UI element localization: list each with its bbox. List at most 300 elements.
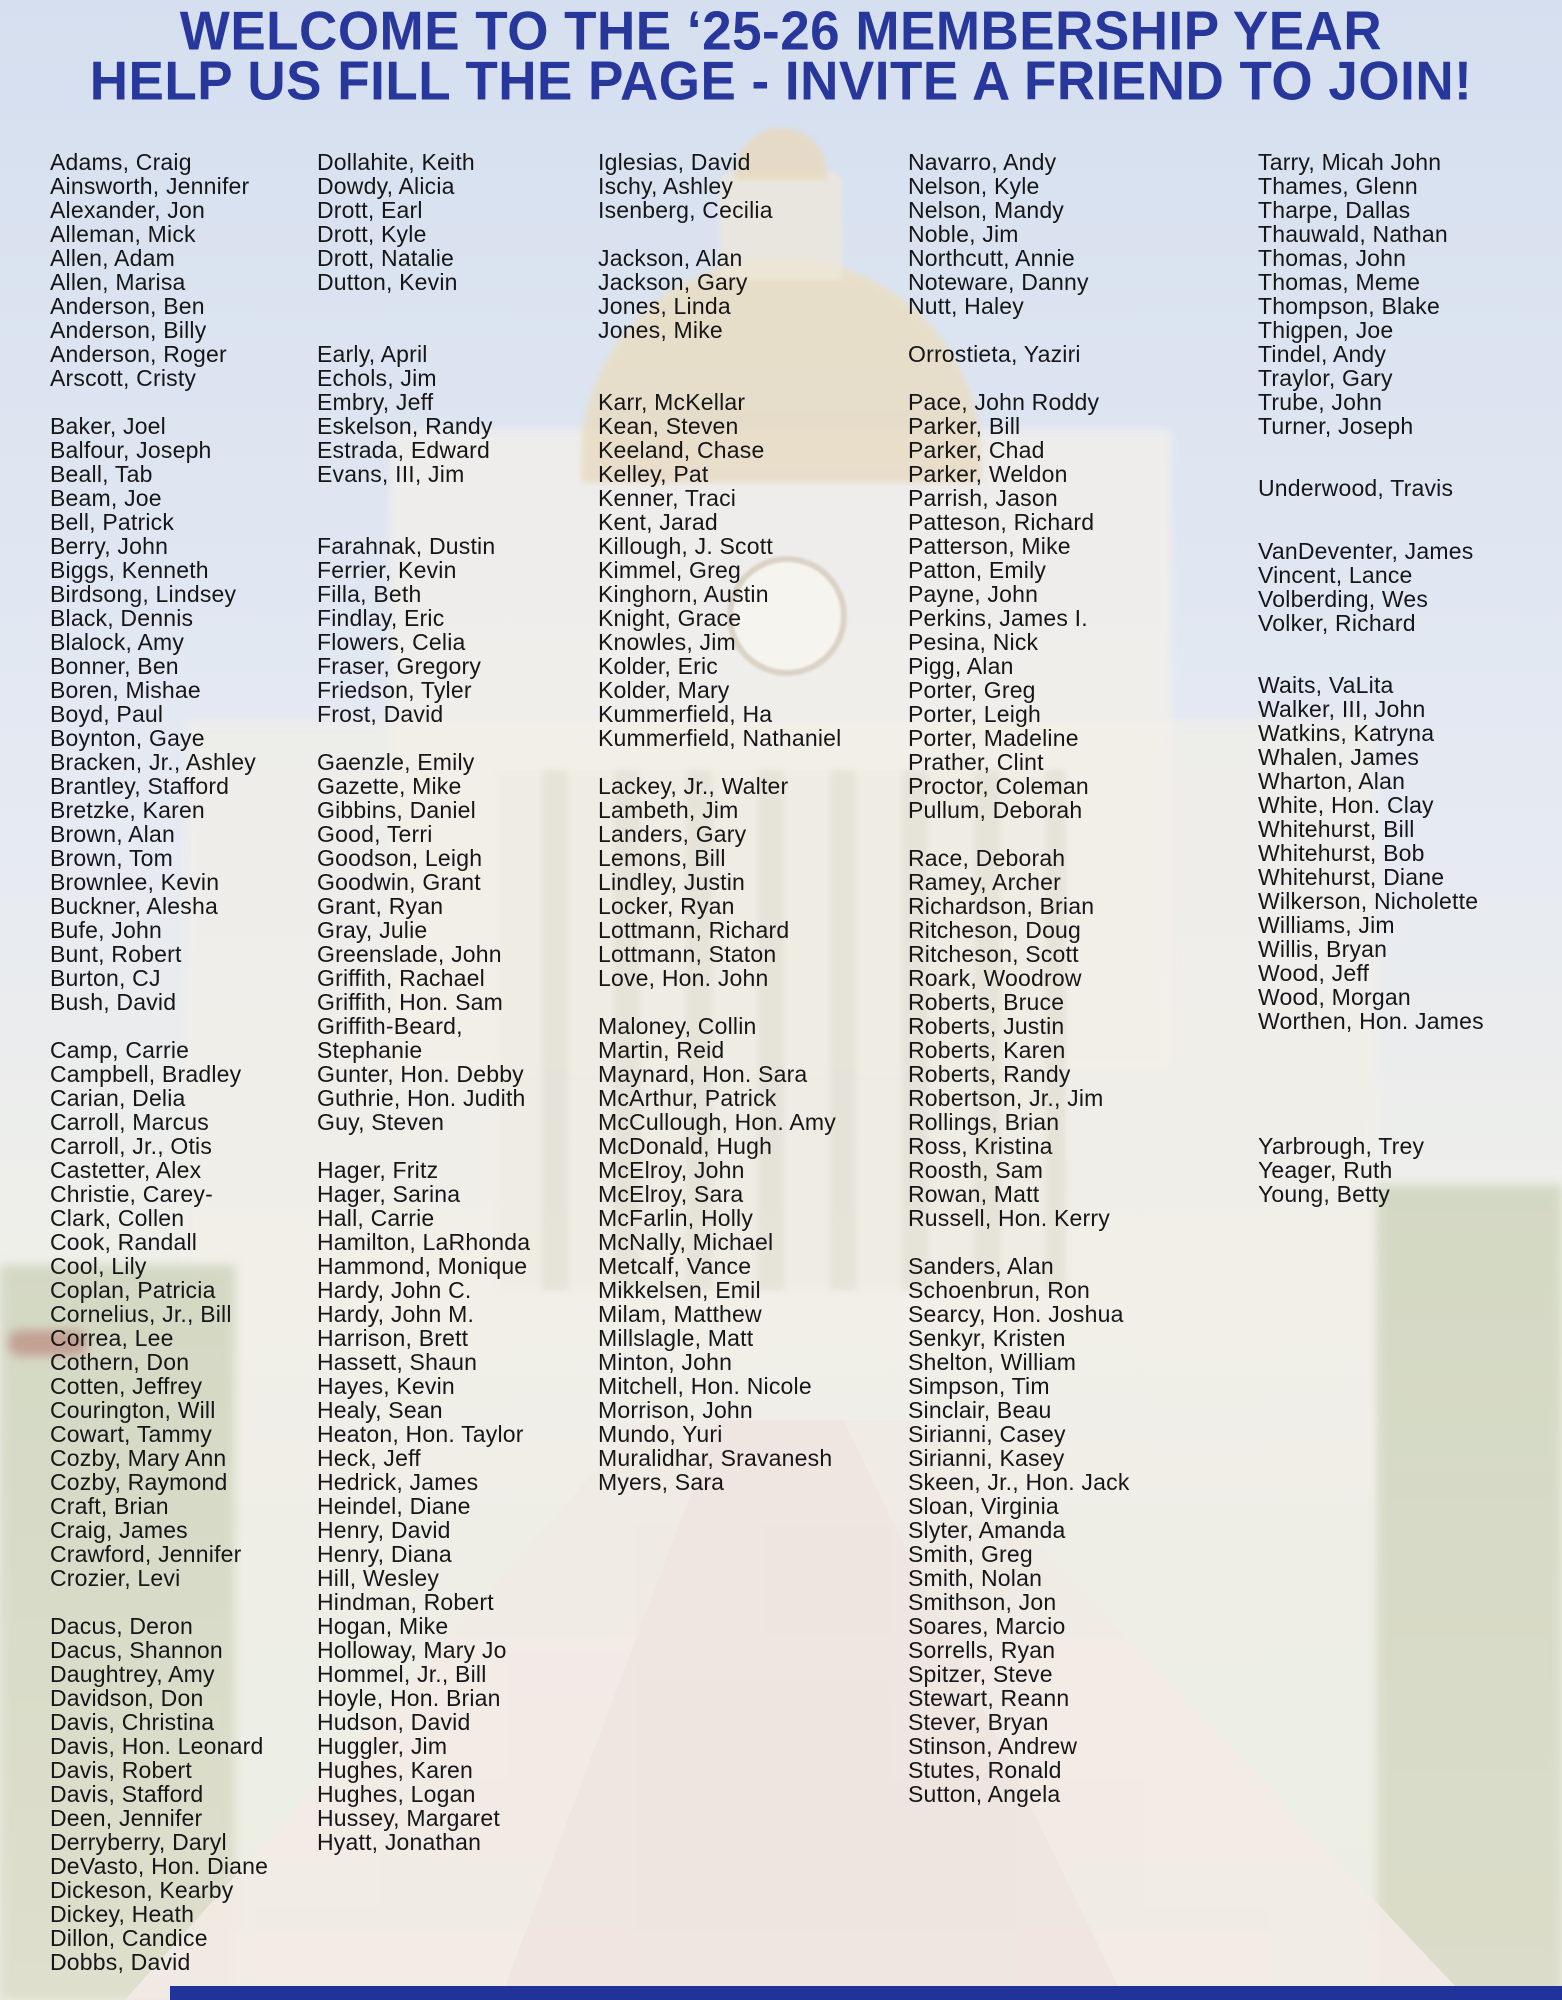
name-column-5 <box>1258 150 1484 1206</box>
member-name: Yarbrough, Trey <box>1258 1132 1425 1159</box>
member-name: Shelton, William <box>908 1349 1077 1375</box>
member-name: Carroll, Jr., Otis <box>50 1133 213 1159</box>
member-name: Dacus, Deron <box>50 1613 194 1639</box>
member-name: Patteson, Richard <box>908 509 1095 535</box>
member-name: Heck, Jeff <box>317 1445 421 1471</box>
member-name: Tindel, Andy <box>1258 341 1387 367</box>
member-name: Wilkerson, Nicholette <box>1258 888 1479 915</box>
member-name: Carian, Delia <box>50 1085 186 1111</box>
member-name: Jackson, Gary <box>598 269 748 295</box>
member-name: Knowles, Jim <box>598 629 736 655</box>
member-name: Goodwin, Grant <box>317 869 481 895</box>
member-name: Hughes, Karen <box>317 1757 474 1783</box>
member-name: Tarry, Micah John <box>1258 149 1442 175</box>
member-name: Correa, Lee <box>50 1325 174 1351</box>
member-name: Frost, David <box>317 701 444 727</box>
member-name: Echols, Jim <box>317 365 437 391</box>
member-name: Porter, Madeline <box>908 725 1079 751</box>
member-name: Hogan, Mike <box>317 1613 449 1639</box>
member-name: Brown, Alan <box>50 821 175 847</box>
member-name: Lackey, Jr., Walter <box>598 773 789 799</box>
member-name: Isenberg, Cecilia <box>598 197 773 223</box>
member-name: McElroy, John <box>598 1157 745 1183</box>
member-name: Mikkelsen, Emil <box>598 1277 761 1303</box>
member-name: Balfour, Joseph <box>50 437 212 463</box>
member-name: Gray, Julie <box>317 917 428 943</box>
member-name: Nutt, Haley <box>908 293 1024 319</box>
name-group <box>1258 1134 1484 1206</box>
member-name: Kummerfield, Ha <box>598 701 773 727</box>
member-name: Nelson, Kyle <box>908 173 1040 199</box>
member-name: Craig, James <box>50 1517 188 1543</box>
name-group <box>1258 539 1484 635</box>
member-name: Kinghorn, Austin <box>598 581 769 607</box>
name-group <box>50 150 268 390</box>
member-name: Iglesias, David <box>598 149 751 175</box>
member-name: Dutton, Kevin <box>317 269 458 295</box>
member-name: Alexander, Jon <box>50 197 205 223</box>
member-name: Gaenzle, Emily <box>317 749 475 775</box>
member-name: Drott, Natalie <box>317 245 455 271</box>
member-name: Ischy, Ashley <box>598 173 734 199</box>
member-name: Martin, Reid <box>598 1037 725 1063</box>
name-group <box>1258 150 1484 438</box>
member-name: Baker, Joel <box>50 413 166 439</box>
member-name: Black, Dennis <box>50 605 194 631</box>
member-name: Roark, Woodrow <box>908 965 1082 991</box>
member-name: Greenslade, John <box>317 941 502 967</box>
member-name: Brantley, Stafford <box>50 773 230 799</box>
member-name: Kelley, Pat <box>598 461 709 487</box>
member-name: Bonner, Ben <box>50 653 179 679</box>
member-name: Griffith, Rachael <box>317 965 485 991</box>
member-name: Gazette, Mike <box>317 773 462 799</box>
member-name: Hamilton, LaRhonda <box>317 1229 531 1255</box>
name-group <box>1258 673 1484 1033</box>
member-name: Christie, Carey- <box>50 1181 213 1207</box>
member-name: Nelson, Mandy <box>908 197 1065 223</box>
member-name: Morrison, John <box>598 1397 753 1423</box>
member-name: Cornelius, Jr., Bill <box>50 1301 232 1327</box>
member-name: Guthrie, Hon. Judith <box>317 1085 526 1111</box>
member-name: Wood, Jeff <box>1258 960 1370 987</box>
member-name: Whitehurst, Bill <box>1258 816 1415 843</box>
member-name: Cothern, Don <box>50 1349 190 1375</box>
member-name: Richardson, Brian <box>908 893 1095 919</box>
member-name: Brownlee, Kevin <box>50 869 220 895</box>
member-name: Stinson, Andrew <box>908 1733 1078 1759</box>
member-name: Mitchell, Hon. Nicole <box>598 1373 812 1399</box>
name-column-2 <box>317 150 530 1854</box>
member-name: Mundo, Yuri <box>598 1421 723 1447</box>
member-name: Griffith-Beard, <box>317 1013 463 1039</box>
name-group <box>598 774 841 990</box>
member-name: Robertson, Jr., Jim <box>908 1085 1104 1111</box>
name-column-4 <box>908 150 1130 1806</box>
member-name: Hyatt, Jonathan <box>317 1829 482 1855</box>
member-name: Navarro, Andy <box>908 149 1057 175</box>
member-name: McFarlin, Holly <box>598 1205 754 1231</box>
member-name: McNally, Michael <box>598 1229 774 1255</box>
member-name: Biggs, Kenneth <box>50 557 209 583</box>
member-name: Maloney, Collin <box>598 1013 757 1039</box>
member-name: Sutton, Angela <box>908 1781 1061 1807</box>
member-name: Porter, Leigh <box>908 701 1042 727</box>
member-name: Pullum, Deborah <box>908 797 1083 823</box>
member-name: Birdsong, Lindsey <box>50 581 237 607</box>
name-column-3 <box>598 150 841 1494</box>
lawn-right <box>1377 1185 1562 2000</box>
member-name: Griffith, Hon. Sam <box>317 989 503 1015</box>
member-name: Embry, Jeff <box>317 389 434 415</box>
name-group <box>908 150 1130 318</box>
member-name: Roberts, Bruce <box>908 989 1065 1015</box>
member-name: Lemons, Bill <box>598 845 726 871</box>
member-name: Thomas, John <box>1258 245 1407 271</box>
member-name: Stutes, Ronald <box>908 1757 1062 1783</box>
member-name: Eskelson, Randy <box>317 413 493 439</box>
member-name: Perkins, James I. <box>908 605 1088 631</box>
member-name: Killough, J. Scott <box>598 533 773 559</box>
member-name: Landers, Gary <box>598 821 747 847</box>
name-group <box>50 414 268 1014</box>
member-name: Anderson, Billy <box>50 317 207 343</box>
member-name: Boynton, Gaye <box>50 725 205 751</box>
member-name: Healy, Sean <box>317 1397 443 1423</box>
name-group <box>1258 476 1484 500</box>
member-name: McCullough, Hon. Amy <box>598 1109 836 1135</box>
member-name: Vincent, Lance <box>1258 561 1413 588</box>
member-name: Smithson, Jon <box>908 1589 1057 1615</box>
name-group <box>908 1254 1130 1806</box>
member-name: Boren, Mishae <box>50 677 201 703</box>
member-name: Young, Betty <box>1258 1180 1390 1207</box>
member-name: Stever, Bryan <box>908 1709 1049 1735</box>
member-name: Patterson, Mike <box>908 533 1071 559</box>
member-name: Stewart, Reann <box>908 1685 1070 1711</box>
member-name: Sorrells, Ryan <box>908 1637 1056 1663</box>
member-name: Noble, Jim <box>908 221 1019 247</box>
member-name: Roberts, Justin <box>908 1013 1065 1039</box>
member-name: Cotten, Jeffrey <box>50 1373 203 1399</box>
member-name: Tharpe, Dallas <box>1258 197 1411 223</box>
member-name: Crozier, Levi <box>50 1565 181 1591</box>
member-name: Pigg, Alan <box>908 653 1014 679</box>
member-name: Millslagle, Matt <box>598 1325 754 1351</box>
member-name: Brown, Tom <box>50 845 174 871</box>
member-name: Volberding, Wes <box>1258 585 1429 612</box>
member-name: Keeland, Chase <box>598 437 765 463</box>
member-name: Senkyr, Kristen <box>908 1325 1066 1351</box>
member-name: Anderson, Ben <box>50 293 205 319</box>
member-name: Blalock, Amy <box>50 629 185 655</box>
member-name: Searcy, Hon. Joshua <box>908 1301 1124 1327</box>
member-name: Filla, Beth <box>317 581 422 607</box>
member-name: Volker, Richard <box>1258 609 1416 636</box>
member-name: Dollahite, Keith <box>317 149 475 175</box>
member-name: Jones, Linda <box>598 293 731 319</box>
member-name: Craft, Brian <box>50 1493 169 1519</box>
member-name: Kolder, Eric <box>598 653 719 679</box>
member-name: Ross, Kristina <box>908 1133 1053 1159</box>
member-name: Parrish, Jason <box>908 485 1058 511</box>
member-name: Flowers, Celia <box>317 629 466 655</box>
member-name: Smith, Greg <box>908 1541 1033 1567</box>
member-name: Dobbs, David <box>50 1949 191 1975</box>
member-name: Thomas, Meme <box>1258 269 1421 295</box>
member-name: Arscott, Cristy <box>50 365 197 391</box>
member-name: McDonald, Hugh <box>598 1133 773 1159</box>
member-name: Lottmann, Staton <box>598 941 777 967</box>
member-name: Heaton, Hon. Taylor <box>317 1421 524 1447</box>
member-name: Rowan, Matt <box>908 1181 1040 1207</box>
member-name: Findlay, Eric <box>317 605 445 631</box>
member-name: Fraser, Gregory <box>317 653 482 679</box>
member-name: Hill, Wesley <box>317 1565 440 1591</box>
member-name: Sirianni, Kasey <box>908 1445 1065 1471</box>
member-name: Cozby, Mary Ann <box>50 1445 227 1471</box>
member-name: Estrada, Edward <box>317 437 491 463</box>
member-name: Berry, John <box>50 533 169 559</box>
member-name: McArthur, Patrick <box>598 1085 777 1111</box>
member-name: Hoyle, Hon. Brian <box>317 1685 501 1711</box>
member-name: Hager, Sarina <box>317 1181 461 1207</box>
member-name: Hassett, Shaun <box>317 1349 478 1375</box>
member-name: Hardy, John C. <box>317 1277 472 1303</box>
member-name: Whitehurst, Bob <box>1258 840 1425 867</box>
member-name: Milam, Matthew <box>598 1301 762 1327</box>
member-name: McElroy, Sara <box>598 1181 744 1207</box>
member-name: Skeen, Jr., Hon. Jack <box>908 1469 1130 1495</box>
member-name: Davis, Robert <box>50 1757 192 1783</box>
member-name: Metcalf, Vance <box>598 1253 752 1279</box>
member-name: Guy, Steven <box>317 1109 445 1135</box>
member-name: Grant, Ryan <box>317 893 444 919</box>
member-name: Courington, Will <box>50 1397 216 1423</box>
member-name: Deen, Jennifer <box>50 1805 203 1831</box>
member-name: VanDeventer, James <box>1258 537 1474 564</box>
name-group <box>908 390 1130 822</box>
member-name: Hindman, Robert <box>317 1589 494 1615</box>
member-name: Myers, Sara <box>598 1469 725 1495</box>
member-name: Watkins, Katryna <box>1258 720 1435 747</box>
member-name: Carroll, Marcus <box>50 1109 209 1135</box>
page-title-line-2: HELP US FILL THE PAGE - INVITE A FRIEND TO JOIN! <box>89 50 1473 113</box>
member-name: Williams, Jim <box>1258 912 1395 939</box>
member-name: Love, Hon. John <box>598 965 769 991</box>
member-name: Cook, Randall <box>50 1229 198 1255</box>
member-name: Locker, Ryan <box>598 893 735 919</box>
member-name: Good, Terri <box>317 821 433 847</box>
member-name: Allen, Marisa <box>50 269 186 295</box>
member-name: Turner, Joseph <box>1258 413 1414 439</box>
member-name: Knight, Grace <box>598 605 742 631</box>
member-name: Crawford, Jennifer <box>50 1541 242 1567</box>
member-name: Stephanie <box>317 1037 423 1063</box>
member-name: Sloan, Virginia <box>908 1493 1059 1519</box>
member-name: Burton, CJ <box>50 965 161 991</box>
member-name: Anderson, Roger <box>50 341 227 367</box>
member-name: Prather, Clint <box>908 749 1044 775</box>
name-group <box>908 342 1130 366</box>
member-name: Davis, Hon. Leonard <box>50 1733 264 1759</box>
member-name: Payne, John <box>908 581 1039 607</box>
member-name: Muralidhar, Sravanesh <box>598 1445 833 1471</box>
member-name: Dillon, Candice <box>50 1925 208 1951</box>
member-name: Simpson, Tim <box>908 1373 1050 1399</box>
member-name: Whitehurst, Diane <box>1258 864 1445 891</box>
member-name: Parker, Weldon <box>908 461 1068 487</box>
member-name: Smith, Nolan <box>908 1565 1043 1591</box>
member-name: Campbell, Bradley <box>50 1061 242 1087</box>
member-name: Patton, Emily <box>908 557 1047 583</box>
member-name: Karr, McKellar <box>598 389 746 415</box>
member-name: Kent, Jarad <box>598 509 718 535</box>
member-name: Thompson, Blake <box>1258 293 1440 319</box>
member-name: Jones, Mike <box>598 317 723 343</box>
name-group <box>50 1038 268 1590</box>
member-name: Dickey, Heath <box>50 1901 195 1927</box>
member-name: Thames, Glenn <box>1258 173 1418 199</box>
member-name: Dacus, Shannon <box>50 1637 223 1663</box>
member-name: Wood, Morgan <box>1258 984 1411 1011</box>
member-name: Boyd, Paul <box>50 701 164 727</box>
page-header <box>0 0 1562 113</box>
name-group <box>317 1158 530 1854</box>
member-name: Porter, Greg <box>908 677 1036 703</box>
member-name: Sanders, Alan <box>908 1253 1054 1279</box>
member-name: Derryberry, Daryl <box>50 1829 227 1855</box>
member-name: Buckner, Alesha <box>50 893 218 919</box>
member-name: Clark, Collen <box>50 1205 185 1231</box>
name-group <box>598 390 841 750</box>
member-name: Hall, Carrie <box>317 1205 435 1231</box>
member-name: Heindel, Diane <box>317 1493 471 1519</box>
member-name: Allen, Adam <box>50 245 175 271</box>
member-name: Lottmann, Richard <box>598 917 790 943</box>
member-name: Pace, John Roddy <box>908 389 1100 415</box>
member-name: Roberts, Randy <box>908 1061 1071 1087</box>
member-name: Hudson, David <box>317 1709 471 1735</box>
member-name: Russell, Hon. Kerry <box>908 1205 1110 1231</box>
member-name: Orrostieta, Yaziri <box>908 341 1081 367</box>
member-name: Early, April <box>317 341 428 367</box>
member-name: Cool, Lily <box>50 1253 147 1279</box>
member-name: Spitzer, Steve <box>908 1661 1053 1687</box>
member-name: Goodson, Leigh <box>317 845 483 871</box>
member-name: Hedrick, James <box>317 1469 479 1495</box>
name-group <box>317 750 530 1134</box>
member-name: Alleman, Mick <box>50 221 196 247</box>
member-name: Castetter, Alex <box>50 1157 202 1183</box>
member-name: Minton, John <box>598 1349 733 1375</box>
member-name: Huggler, Jim <box>317 1733 448 1759</box>
name-group <box>598 246 841 342</box>
member-name: Yeager, Ruth <box>1258 1156 1393 1183</box>
member-name: Wharton, Alan <box>1258 768 1406 795</box>
member-name: Pesina, Nick <box>908 629 1039 655</box>
member-name: Bretzke, Karen <box>50 797 205 823</box>
member-name: Ritcheson, Scott <box>908 941 1079 967</box>
member-name: Henry, Diana <box>317 1541 452 1567</box>
member-name: Ferrier, Kevin <box>317 557 457 583</box>
member-name: Noteware, Danny <box>908 269 1089 295</box>
member-name: DeVasto, Hon. Diane <box>50 1853 269 1879</box>
member-name: Davidson, Don <box>50 1685 204 1711</box>
name-group <box>908 846 1130 1230</box>
member-name: Davis, Christina <box>50 1709 215 1735</box>
member-name: Traylor, Gary <box>1258 365 1393 391</box>
member-name: Waits, VaLita <box>1258 672 1394 699</box>
member-name: Henry, David <box>317 1517 451 1543</box>
member-name: Kean, Steven <box>598 413 739 439</box>
member-name: Bracken, Jr., Ashley <box>50 749 256 775</box>
member-name: Maynard, Hon. Sara <box>598 1061 808 1087</box>
member-name: Gibbins, Daniel <box>317 797 476 823</box>
member-name: Willis, Bryan <box>1258 936 1388 963</box>
member-name: Thigpen, Joe <box>1258 317 1394 343</box>
member-name: Roosth, Sam <box>908 1157 1044 1183</box>
page-title-line-1: WELCOME TO THE ‘25-26 MEMBERSHIP YEAR <box>179 0 1383 63</box>
member-name: Adams, Craig <box>50 149 192 175</box>
member-name: Dickeson, Kearby <box>50 1877 234 1903</box>
member-name: Dowdy, Alicia <box>317 173 455 199</box>
member-name: Bush, David <box>50 989 177 1015</box>
member-name: Drott, Earl <box>317 197 423 223</box>
member-name: Holloway, Mary Jo <box>317 1637 507 1663</box>
name-group <box>598 1014 841 1494</box>
member-name: Bell, Patrick <box>50 509 175 535</box>
member-name: Davis, Stafford <box>50 1781 204 1807</box>
name-group <box>317 534 530 726</box>
name-column-1 <box>50 150 268 1974</box>
member-name: Gunter, Hon. Debby <box>317 1061 524 1087</box>
member-name: Hommel, Jr., Bill <box>317 1661 487 1687</box>
member-name: Slyter, Amanda <box>908 1517 1066 1543</box>
member-name: Hammond, Monique <box>317 1253 528 1279</box>
member-name: Northcutt, Annie <box>908 245 1075 271</box>
member-name: Daughtrey, Amy <box>50 1661 215 1687</box>
member-name: Hughes, Logan <box>317 1781 476 1807</box>
name-group <box>317 150 530 294</box>
member-name: Kenner, Traci <box>598 485 737 511</box>
name-group <box>598 150 841 222</box>
member-name: Ramey, Archer <box>908 869 1061 895</box>
member-name: White, Hon. Clay <box>1258 792 1434 819</box>
member-name: Lindley, Justin <box>598 869 746 895</box>
member-name: Ritcheson, Doug <box>908 917 1082 943</box>
member-name: Hardy, John M. <box>317 1301 475 1327</box>
member-name: Rollings, Brian <box>908 1109 1060 1135</box>
member-name: Proctor, Coleman <box>908 773 1089 799</box>
name-group <box>317 342 530 486</box>
member-name: Kolder, Mary <box>598 677 730 703</box>
bottom-navy-bar <box>170 1986 1562 2000</box>
member-name: Soares, Marcio <box>908 1613 1066 1639</box>
member-name: Walker, III, John <box>1258 696 1426 723</box>
member-name: Hussey, Margaret <box>317 1805 500 1831</box>
member-name: Bufe, John <box>50 917 162 943</box>
member-name: Thauwald, Nathan <box>1258 221 1448 247</box>
member-name: Beam, Joe <box>50 485 162 511</box>
member-name: Sinclair, Beau <box>908 1397 1052 1423</box>
member-name: Friedson, Tyler <box>317 677 472 703</box>
member-name: Bunt, Robert <box>50 941 182 967</box>
member-name: Hayes, Kevin <box>317 1373 455 1399</box>
member-name: Lambeth, Jim <box>598 797 739 823</box>
member-name: Underwood, Travis <box>1258 475 1454 502</box>
member-name: Kimmel, Greg <box>598 557 741 583</box>
